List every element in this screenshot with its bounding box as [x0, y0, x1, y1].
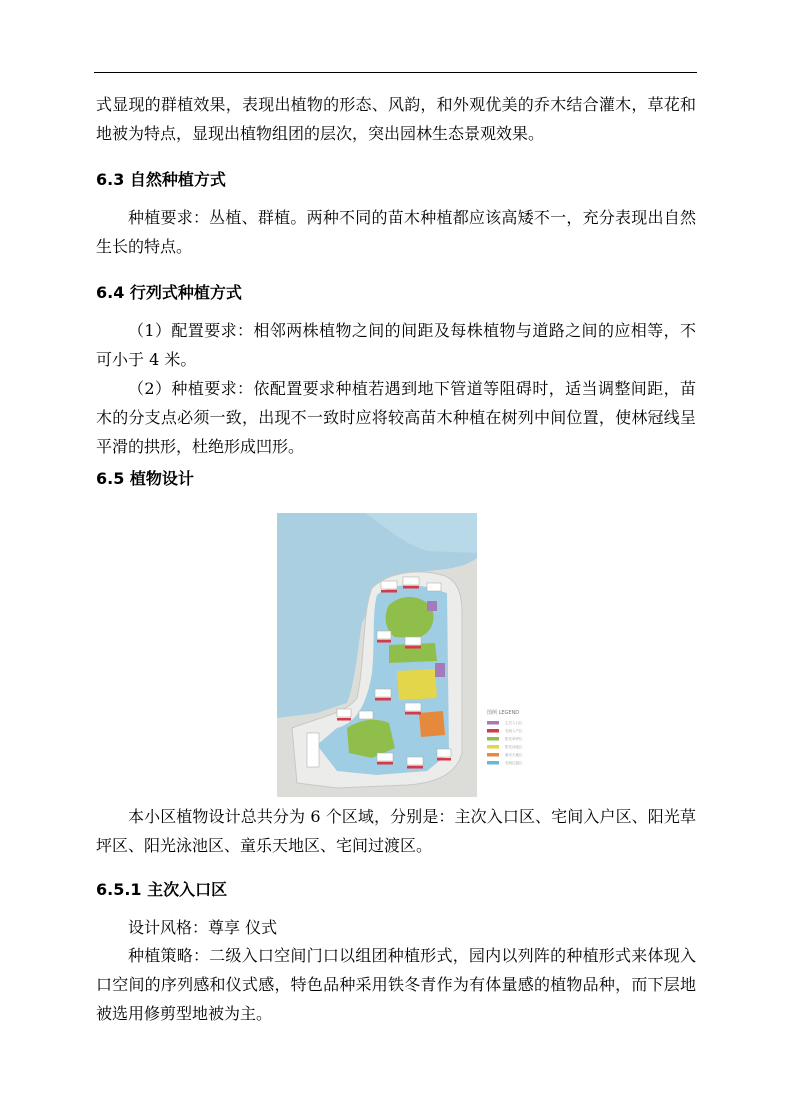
legend-label: 主次入口区: [505, 721, 523, 726]
zone-lawn-north: [386, 597, 434, 638]
legend-label: 阳光草坪区: [505, 737, 523, 742]
legend-label: 童乐天地区: [505, 753, 523, 758]
paragraph-design-style: 设计风格：尊享 仪式: [128, 918, 278, 937]
legend: [487, 720, 523, 765]
paragraph-intro: 式显现的群植效果，表现出植物的形态、风韵，和外观优美的乔木结合灌木，草花和地被为特点，显现出植物组团的层次，突出园林生态景观效果。: [96, 95, 696, 143]
header-rule: [94, 72, 697, 73]
paragraph-planting-strategy: 种植策略：二级入口空间门口以组团种植形式，园内以列阵的种植形式来体现入口空间的序列感和仪式感，特色品种采用铁冬青作为有体量感的植物品种，而下层地被选用修剪型地被为主。: [96, 946, 696, 1023]
legend-swatch: [487, 753, 499, 757]
legend-swatch: [487, 745, 499, 749]
heading-6-5-1: 6.5.1 主次入口区: [96, 880, 228, 899]
legend-swatch: [487, 721, 499, 725]
legend-title: 图例 LEGEND: [487, 710, 520, 716]
zone-secondary-entrance: [435, 663, 445, 677]
paragraph-zone-summary: 本小区植物设计总共分为 6 个区域，分别是：主次入口区、宅间入户区、阳光草坪区、阳光泳池区、童乐天地区、宅间过渡区。: [96, 807, 696, 855]
planting-zone-plan-figure: [277, 513, 557, 797]
site-plan-map: [277, 513, 557, 797]
legend-label: 宅间入户区: [505, 729, 523, 734]
paragraph-config-requirement: （1）配置要求：相邻两株植物之间的间距及每株植物与道路之间的应相等，不可小于 4 米。: [96, 321, 696, 369]
heading-6-3: 6.3 自然种植方式: [96, 170, 226, 189]
zone-kids: [419, 711, 445, 737]
heading-6-5: 6.5 植物设计: [96, 469, 194, 488]
legend-swatch: [487, 737, 499, 741]
legend-label: 阳光泳池区: [505, 745, 523, 750]
legend-label: 宅间过渡区: [505, 761, 523, 766]
zone-pool: [397, 669, 437, 700]
paragraph-natural-planting: 种植要求：丛植、群植。两种不同的苗木种植都应该高矮不一，充分表现出自然生长的特点。: [96, 208, 696, 256]
paragraph-planting-requirement: （2）种植要求：依配置要求种植若遇到地下管道等阻碍时，适当调整间距，苗木的分支点必须一致，出现不一致时应将较高苗木种植在树列中间位置，使林冠线呈平滑的拱形，杜绝形成凹形。: [96, 379, 696, 456]
zone-main-entrance: [427, 601, 437, 611]
legend-swatch: [487, 761, 499, 765]
heading-6-4: 6.4 行列式种植方式: [96, 283, 242, 302]
legend-swatch: [487, 729, 499, 733]
